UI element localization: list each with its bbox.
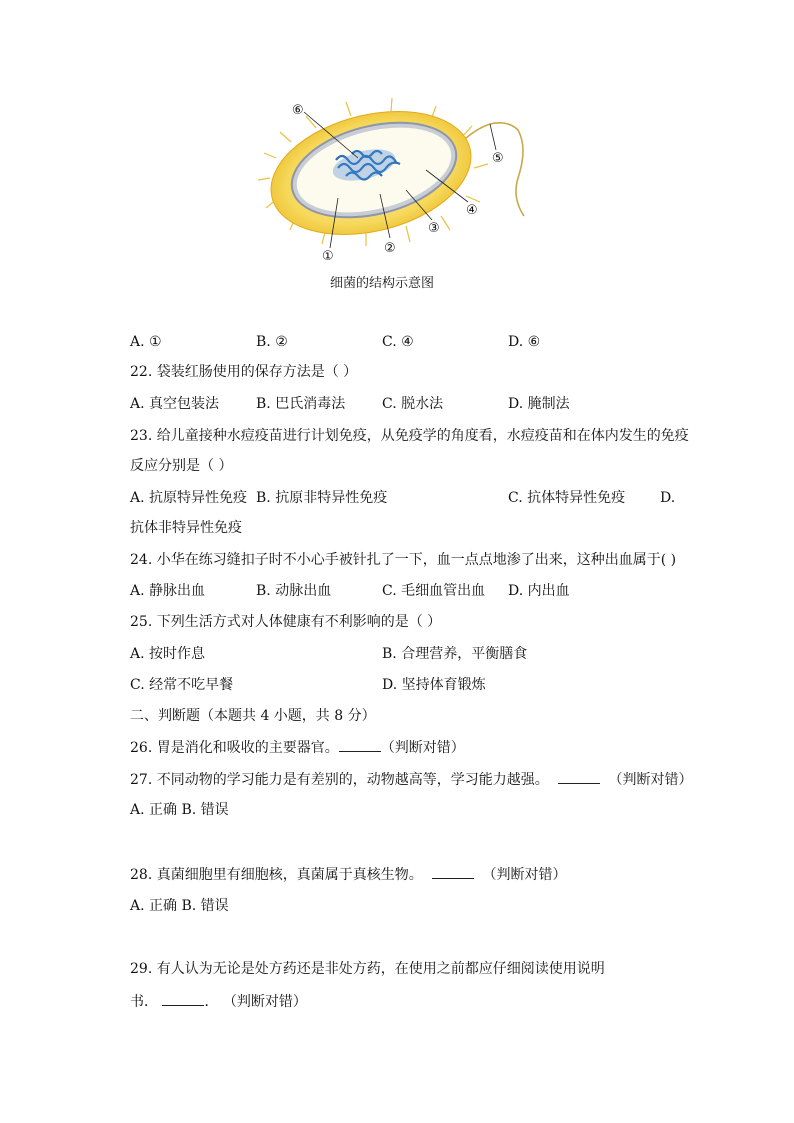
q28-answer-blank[interactable] xyxy=(432,864,474,879)
q26-answer-blank[interactable] xyxy=(339,737,381,752)
q24-stem: 24. 小华在练习缝扣子时不小心手被针扎了一下，血一点点地渗了出来，这种出血属于( ) xyxy=(130,552,677,568)
q25-option-b: B. 合理营养，平衡膳食 xyxy=(382,646,528,662)
label-2: ② xyxy=(384,241,396,256)
section2-title: 二、判断题（本题共 4 小题，共 8 分） xyxy=(130,708,376,724)
label-4: ④ xyxy=(466,203,478,218)
q21-option-a: A. ① xyxy=(130,334,162,350)
q22-option-d: D. 腌制法 xyxy=(508,396,570,412)
q29-line2 xyxy=(130,991,307,1012)
q25-option-d: D. 坚持体育锻炼 xyxy=(382,677,486,693)
bacteria-structure-diagram xyxy=(256,98,536,268)
label-6: ⑥ xyxy=(292,103,304,118)
q22-option-c: C. 脱水法 xyxy=(382,396,444,412)
q25-option-c: C. 经常不吃早餐 xyxy=(130,677,234,693)
q22-option-b: B. 巴氏消毒法 xyxy=(256,396,346,412)
q28-options: A. 正确 B. 错误 xyxy=(130,898,229,914)
q29-answer-blank[interactable] xyxy=(162,991,204,1006)
q28-line xyxy=(130,864,567,885)
label-1: ① xyxy=(322,249,334,264)
q29-stem-line1: 29. 有人认为无论是处方药还是非处方药，在使用之前都应仔细阅读使用说明 xyxy=(130,961,605,977)
q24-option-d: D. 内出血 xyxy=(508,583,570,599)
q24-option-c: C. 毛细血管出血 xyxy=(382,583,486,599)
q24-option-b: B. 动脉出血 xyxy=(256,583,332,599)
q25-stem: 25. 下列生活方式对人体健康有不利影响的是（ ） xyxy=(130,614,442,630)
q28-suffix: （判断对错） xyxy=(482,867,567,883)
q22-stem: 22. 袋装红肠使用的保存方法是（ ） xyxy=(130,364,358,380)
q23-stem-line1: 23. 给儿童接种水痘疫苗进行计划免疫，从免疫学的角度看，水痘疫苗和在体内发生的免疫 xyxy=(130,428,689,444)
q25-option-a: A. 按时作息 xyxy=(130,646,206,662)
q24-option-a: A. 静脉出血 xyxy=(130,583,206,599)
q23-option-b: B. 抗原非特异性免疫 xyxy=(256,490,388,506)
q27-answer-blank[interactable] xyxy=(558,769,600,784)
q27-suffix: （判断对错） xyxy=(608,772,693,788)
q29-prefix: 书． xyxy=(130,994,158,1010)
q23-option-d: D. xyxy=(660,490,676,506)
q26-line xyxy=(130,737,465,758)
label-5: ⑤ xyxy=(492,151,504,166)
q27-stem: 27. 不同动物的学习能力是有差别的，动物越高等，学习能力越强。 xyxy=(130,772,549,788)
q23-option-a: A. 抗原特异性免疫 xyxy=(130,490,248,506)
q21-option-c: C. ④ xyxy=(382,334,414,350)
q29-suffix: ． （判断对错） xyxy=(204,994,307,1010)
q27-options: A. 正确 B. 错误 xyxy=(130,802,229,818)
q23-option-d-cont: 抗体非特异性免疫 xyxy=(130,520,242,536)
q21-option-d: D. ⑥ xyxy=(508,334,541,350)
label-3: ③ xyxy=(428,221,440,236)
q27-line xyxy=(130,769,693,790)
figure-caption: 细菌的结构示意图 xyxy=(330,276,435,291)
q23-stem-line2: 反应分别是（ ） xyxy=(130,458,233,474)
q26-suffix: （判断对错） xyxy=(380,740,465,756)
q22-option-a: A. 真空包装法 xyxy=(130,396,220,412)
q26-stem: 26. 胃是消化和吸收的主要器官。 xyxy=(130,740,339,756)
q23-option-c: C. 抗体特异性免疫 xyxy=(508,490,626,506)
q28-stem: 28. 真菌细胞里有细胞核，真菌属于真核生物。 xyxy=(130,867,423,883)
q21-option-b: B. ② xyxy=(256,334,288,350)
